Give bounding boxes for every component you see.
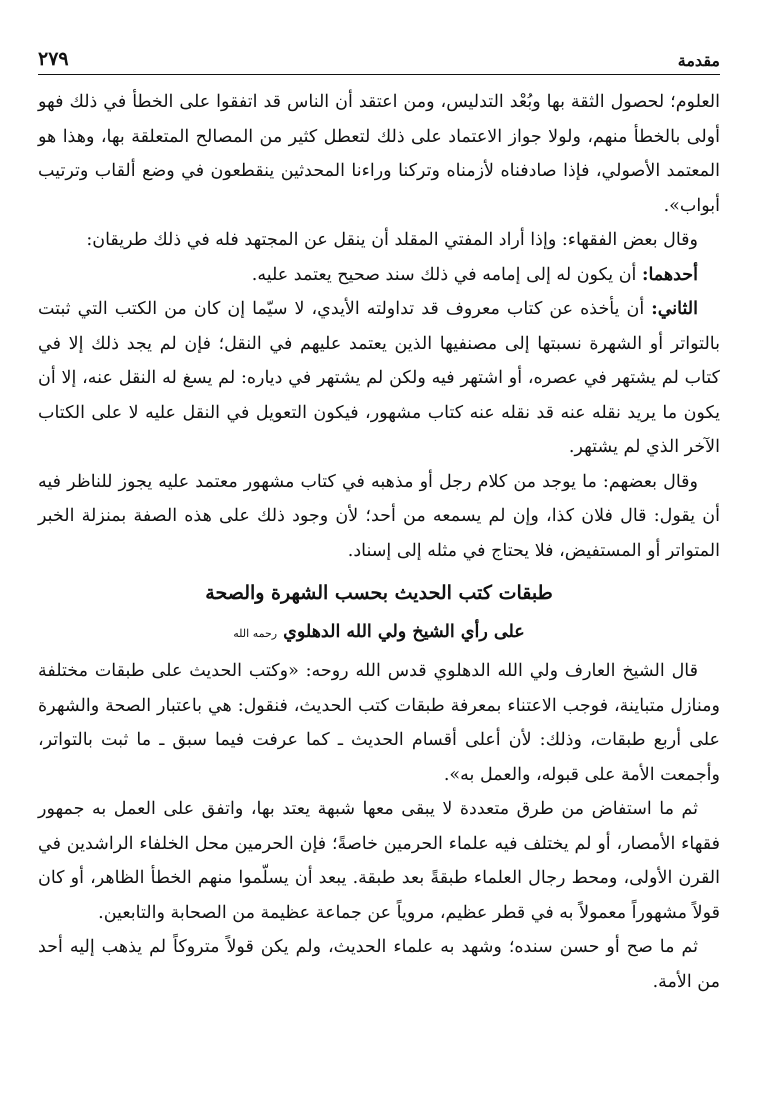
paragraph-1: العلوم؛ لحصول الثقة بها وبُعْد التدليس، ومن اعتقد أن الناس قد اتفقوا على الخطأ في ذلك فهو أولى بالخطأ منهم، ولولا جواز الاعتماد على ذلك لتعطل كثير من المصالح المتعلقة بها، وهذا هو المعتمد الأصولي، فإذا صادفناه لأزمناه وتركنا وراءنا المحدثين ينقطعون في وضع ألقاب وترتيب أبواب». bbox=[38, 92, 720, 216]
section-subtitle bbox=[38, 612, 720, 654]
paragraph-7: ثم ما استفاض من طرق متعددة لا يبقى معها شبهة يعتد بها، واتفق على العمل به جمهور فقهاء الأمصار، أو لم يختلف فيه علماء الحرمين خاصةً؛ فإن الحرمين محل الخلفاء الراشدين في القرن الأولى، ومحط رجال العلماء طبقةً بعد طبقة. يبعد أن يسلّموا منهم الخطأ الظاهر، أو كان قولاً مشهوراً معمولاً به في قطر عظيم، مروياً عن جماعة عظيمة من الصحابة والتابعين. bbox=[38, 799, 720, 923]
honorific-text: رحمه الله bbox=[233, 627, 278, 640]
paragraph-6: قال الشيخ العارف ولي الله الدهلوي قدس الله روحه: «وكتب الحديث على طبقات مختلفة ومنازل متباينة، فوجب الاعتناء بمعرفة طبقات كتب الحديث، فنقول: هي باعتبار الصحة والشهرة على أربع طبقات، وذلك: لأن أعلى أقسام الحديث ـ كما عرفت فيما سبق ـ ما ثبت بالتواتر، وأجمعت الأمة على قبوله، والعمل به». bbox=[38, 661, 720, 785]
paragraph-2: وقال بعض الفقهاء: وإذا أراد المفتي المقلد أن ينقل عن المجتهد فله في ذلك طريقان: bbox=[86, 230, 698, 250]
paragraph-8: ثم ما صح أو حسن سنده؛ وشهد به علماء الحديث، ولم يكن قولاً متروكاً لم يذهب إليه أحد من الأمة. bbox=[38, 937, 720, 992]
section-subtitle-text: على رأي الشيخ ولي الله الدهلوي bbox=[283, 622, 525, 642]
page-header bbox=[38, 40, 720, 75]
second-way-text: أن يأخذه عن كتاب معروف قد تداولته الأيدي، لا سيّما إن كان من الكتب التي ثبتت بالتواتر أو الشهرة نسبتها إلى مصنفيها الذين يعتمد عليهم في النقل؛ فإن لم يجد ذلك إلا في كتاب لم يشتهر في عصره، أو اشتهر فيه ولكن لم يشتهر في دياره: لم يسغ له النقل عنه، إلا أن يكون ما يريد نقله عنه قد نقله عنه كتاب مشهور، فيكون التعويل في النقل عليه لا على الكتاب الآخر الذي لم يشتهر. bbox=[38, 299, 720, 457]
running-title: مقدمة bbox=[677, 51, 720, 70]
paragraph-3 bbox=[38, 258, 720, 293]
first-way-label: أحدهما: bbox=[641, 264, 698, 285]
paragraph-5: وقال بعضهم: ما يوجد من كلام رجل أو مذهبه في كتاب مشهور معتمد عليه يجوز للناظر فيه أن يقول: قال فلان كذا، وإن لم يسمعه من أحد؛ لأن وجود ذلك على هذه الصفة بمنزلة الخبر المتواتر أو المستفيض، فلا يحتاج في مثله إلى إسناد. bbox=[38, 471, 720, 561]
section-title: طبقات كتب الحديث بحسب الشهرة والصحة bbox=[205, 582, 553, 604]
page-number: ٢٧٩ bbox=[38, 48, 69, 70]
paragraph-4 bbox=[38, 292, 720, 465]
second-way-label: الثاني: bbox=[651, 299, 698, 319]
first-way-text: أن يكون له إلى إمامه في ذلك سند صحيح يعتمد عليه. bbox=[251, 264, 642, 285]
